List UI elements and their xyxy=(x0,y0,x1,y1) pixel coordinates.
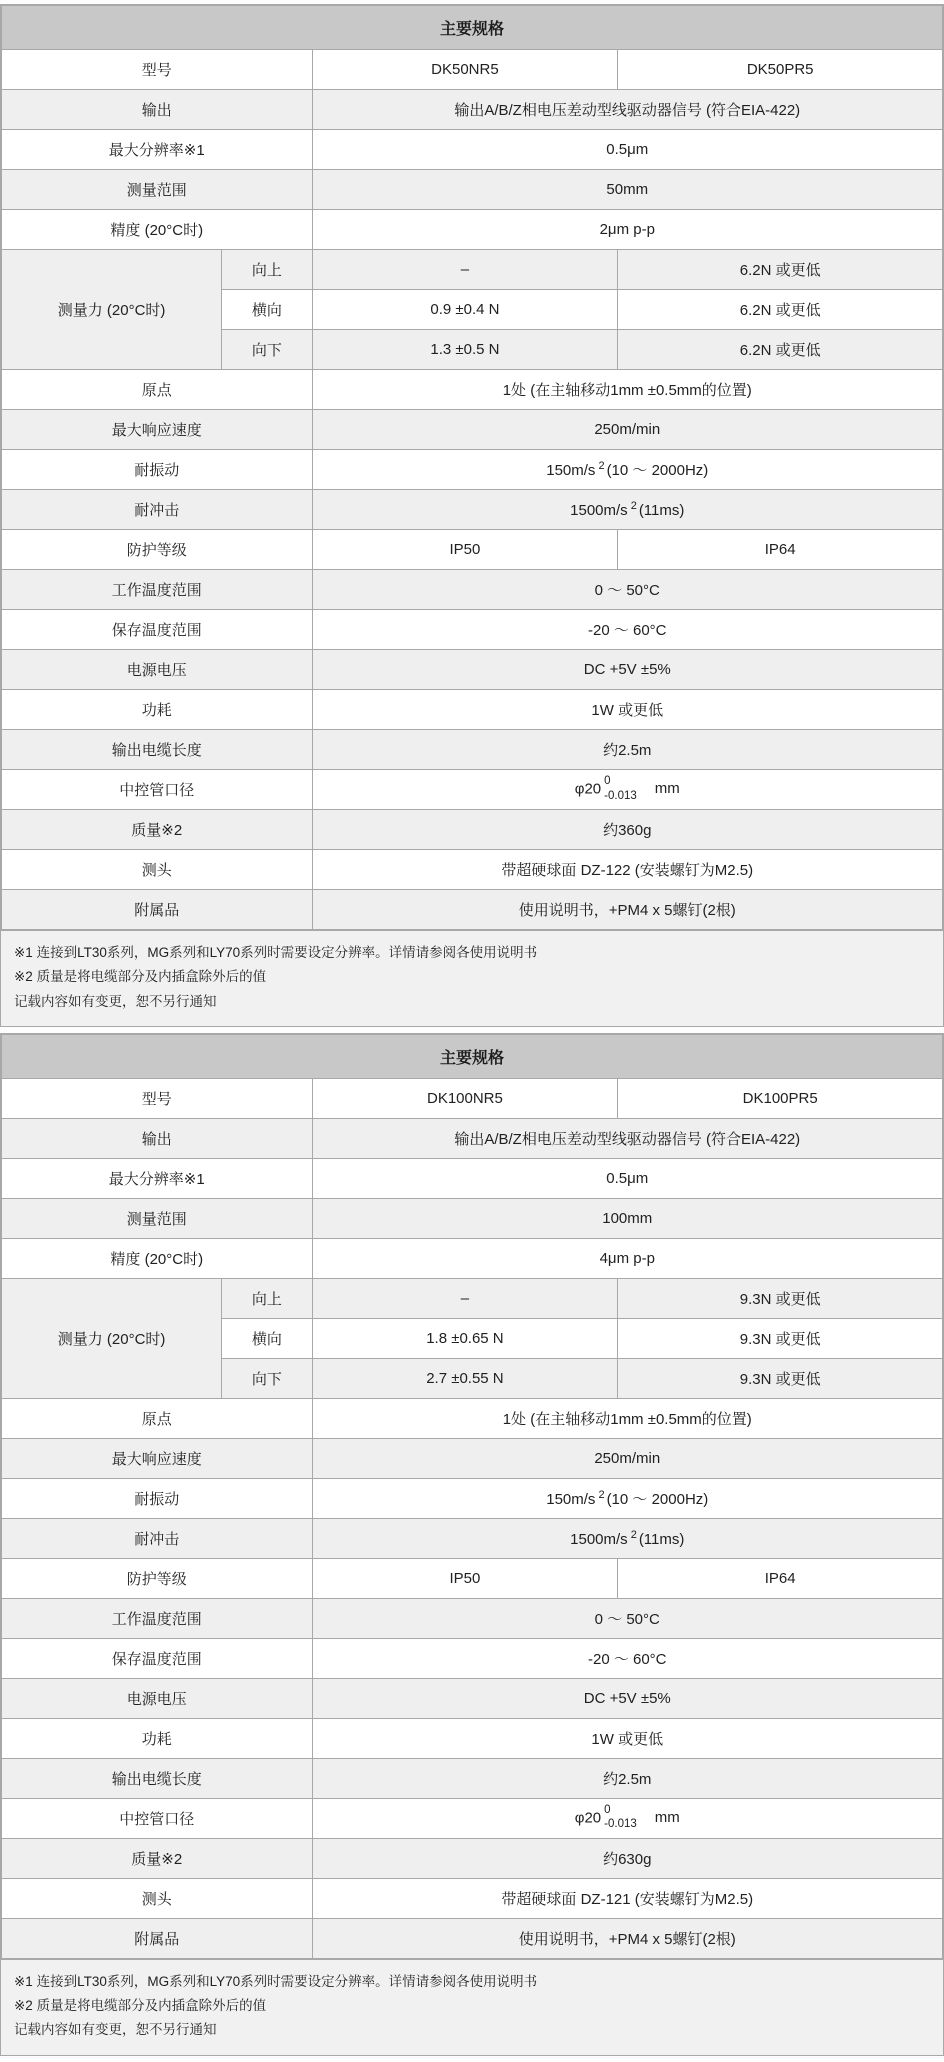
spec-value: – xyxy=(312,250,618,290)
spec-row xyxy=(2,90,943,130)
spec-table-body xyxy=(2,1078,943,1958)
spec-value: 0 ～ 50°C xyxy=(312,570,942,610)
spec-label: 保存温度范围 xyxy=(2,610,313,650)
spec-sublabel: 向上 xyxy=(222,1278,312,1318)
spec-row xyxy=(2,410,943,450)
spec-value: 9.3N 或更低 xyxy=(618,1358,943,1398)
spec-label: 精度 (20°C时) xyxy=(2,210,313,250)
spec-value: 100mm xyxy=(312,1198,942,1238)
spec-table-dk50 xyxy=(1,5,943,930)
spec-value: DC +5V ±5% xyxy=(312,650,942,690)
spec-table-block-dk100 xyxy=(0,1033,944,2056)
spec-label: 测头 xyxy=(2,1878,313,1918)
spec-label: 功耗 xyxy=(2,1718,313,1758)
spec-label: 最大响应速度 xyxy=(2,410,313,450)
tolerance-lower: -0.013 xyxy=(604,1818,637,1831)
spec-label: 电源电压 xyxy=(2,1678,313,1718)
spec-value xyxy=(312,770,942,810)
table-title-row xyxy=(2,6,943,50)
spec-sublabel: 向下 xyxy=(222,1358,312,1398)
spec-label: 防护等级 xyxy=(2,530,313,570)
table-title: 主要规格 xyxy=(2,6,943,50)
spec-row xyxy=(2,1638,943,1678)
spec-row xyxy=(2,810,943,850)
spec-row xyxy=(2,1678,943,1718)
spec-label: 耐冲击 xyxy=(2,1518,313,1558)
spec-value: -20 ～ 60°C xyxy=(312,1638,942,1678)
spec-value: 约2.5m xyxy=(312,1758,942,1798)
value-rest: (10 ～ 2000Hz) xyxy=(606,462,709,479)
spec-row xyxy=(2,1758,943,1798)
spec-row xyxy=(2,50,943,90)
spec-row xyxy=(2,1438,943,1478)
spec-value xyxy=(312,1478,942,1518)
spec-label: 输出 xyxy=(2,1118,313,1158)
spec-label: 防护等级 xyxy=(2,1558,313,1598)
spec-value: 9.3N 或更低 xyxy=(618,1278,943,1318)
spec-value: 带超硬球面 DZ-121 (安装螺钉为M2.5) xyxy=(312,1878,942,1918)
spec-value: 约630g xyxy=(312,1838,942,1878)
spec-value: DK50NR5 xyxy=(312,50,618,90)
spec-group-label: 测量力 (20°C时) xyxy=(2,250,222,370)
spec-sublabel: 横向 xyxy=(222,1318,312,1358)
spec-value: DK100PR5 xyxy=(618,1078,943,1118)
value-unit: mm xyxy=(654,780,680,798)
spec-value: DK50PR5 xyxy=(618,50,943,90)
spec-label: 附属品 xyxy=(2,1918,313,1958)
value-base: 150m/s xyxy=(546,462,596,479)
spec-label: 测量范围 xyxy=(2,170,313,210)
spec-value: -20 ～ 60°C xyxy=(312,610,942,650)
spec-row xyxy=(2,1478,943,1518)
spec-label: 输出 xyxy=(2,90,313,130)
spec-label: 输出电缆长度 xyxy=(2,1758,313,1798)
spec-label: 工作温度范围 xyxy=(2,570,313,610)
footnote-line: ※2 质量是将电缆部分及内插盒除外后的值 xyxy=(14,1998,267,2014)
footnote-line: ※1 连接到LT30系列，MG系列和LY70系列时需要设定分辨率。详情请参阅各使用说明书 xyxy=(14,1973,538,1989)
table-title-row xyxy=(2,1034,943,1078)
spec-value: 9.3N 或更低 xyxy=(618,1318,943,1358)
footnote-line: 记载内容如有变更，恕不另行通知 xyxy=(14,993,217,1009)
spec-label: 最大分辨率※1 xyxy=(2,130,313,170)
spec-row xyxy=(2,1598,943,1638)
spec-label: 电源电压 xyxy=(2,650,313,690)
spec-row xyxy=(2,490,943,530)
superscript: 2 xyxy=(598,460,605,472)
value-base: 150m/s xyxy=(546,1490,596,1508)
spec-label: 原点 xyxy=(2,1398,313,1438)
value-base: 1500m/s xyxy=(570,502,628,519)
spec-row xyxy=(2,610,943,650)
spec-label: 测头 xyxy=(2,850,313,890)
spec-value: 0.5μm xyxy=(312,1158,942,1198)
spec-row xyxy=(2,690,943,730)
spec-value: IP64 xyxy=(618,1558,943,1598)
spec-value: 2.7 ±0.55 N xyxy=(312,1358,618,1398)
value-rest: (10 ～ 2000Hz) xyxy=(606,1490,709,1508)
footnote-line: ※2 质量是将电缆部分及内插盒除外后的值 xyxy=(14,969,267,985)
value-unit: mm xyxy=(654,1809,680,1827)
spec-value: 0 ～ 50°C xyxy=(312,1598,942,1638)
spec-label: 最大分辨率※1 xyxy=(2,1158,313,1198)
spec-value: 6.2N 或更低 xyxy=(618,330,943,370)
spec-label: 精度 (20°C时) xyxy=(2,1238,313,1278)
spec-row xyxy=(2,1878,943,1918)
tolerance-stack xyxy=(604,1803,637,1832)
spec-value xyxy=(312,490,942,530)
spec-row xyxy=(2,770,943,810)
spec-label: 工作温度范围 xyxy=(2,1598,313,1638)
value-rest: (11ms) xyxy=(638,1530,685,1548)
spec-value: DK100NR5 xyxy=(312,1078,618,1118)
spec-label: 功耗 xyxy=(2,690,313,730)
spec-value: 0.5μm xyxy=(312,130,942,170)
spec-table-block-dk50 xyxy=(0,4,944,1027)
spec-sublabel: 向下 xyxy=(222,330,312,370)
spec-row xyxy=(2,170,943,210)
spec-value: 2μm p-p xyxy=(312,210,942,250)
spec-row xyxy=(2,250,943,290)
spec-row xyxy=(2,570,943,610)
spec-value: 1处 (在主轴移动1mm ±0.5mm的位置) xyxy=(312,370,942,410)
superscript: 2 xyxy=(630,1528,637,1541)
spec-value: 使用说明书，+PM4 x 5螺钉(2根) xyxy=(312,1918,942,1958)
spec-value xyxy=(312,450,942,490)
spec-label: 输出电缆长度 xyxy=(2,730,313,770)
spec-value: 6.2N 或更低 xyxy=(618,250,943,290)
spec-value: 1处 (在主轴移动1mm ±0.5mm的位置) xyxy=(312,1398,942,1438)
tolerance-upper: 0 xyxy=(604,1804,611,1817)
spec-label: 质量※2 xyxy=(2,1838,313,1878)
spec-row xyxy=(2,1918,943,1958)
footnotes-block xyxy=(1,930,943,1026)
spec-row xyxy=(2,1238,943,1278)
spec-row xyxy=(2,1198,943,1238)
spec-label: 型号 xyxy=(2,1078,313,1118)
tolerance-stack xyxy=(604,774,637,803)
spec-row xyxy=(2,210,943,250)
spec-value xyxy=(312,1798,942,1838)
spec-row xyxy=(2,1718,943,1758)
spec-row xyxy=(2,850,943,890)
spec-label: 保存温度范围 xyxy=(2,1638,313,1678)
spec-table-dk100 xyxy=(1,1034,943,1959)
spec-value: 约2.5m xyxy=(312,730,942,770)
spec-row xyxy=(2,1838,943,1878)
spec-row xyxy=(2,1558,943,1598)
value-base: φ20 xyxy=(574,780,602,798)
spec-row xyxy=(2,1158,943,1198)
spec-row xyxy=(2,370,943,410)
spec-value: 250m/min xyxy=(312,1438,942,1478)
spec-label: 附属品 xyxy=(2,890,313,930)
spec-value xyxy=(312,1518,942,1558)
spec-value: IP64 xyxy=(618,530,943,570)
spec-value: 带超硬球面 DZ-122 (安装螺钉为M2.5) xyxy=(312,850,942,890)
spec-value: 0.9 ±0.4 N xyxy=(312,290,618,330)
spec-row xyxy=(2,450,943,490)
spec-group-label: 测量力 (20°C时) xyxy=(2,1278,222,1398)
spec-value: 50mm xyxy=(312,170,942,210)
spec-row xyxy=(2,130,943,170)
spec-value: IP50 xyxy=(312,530,618,570)
spec-sublabel: 横向 xyxy=(222,290,312,330)
spec-table-body xyxy=(2,50,943,930)
table-title: 主要规格 xyxy=(2,1034,943,1078)
value-base: φ20 xyxy=(574,1809,602,1827)
spec-value: 6.2N 或更低 xyxy=(618,290,943,330)
spec-row xyxy=(2,530,943,570)
spec-value: 使用说明书，+PM4 x 5螺钉(2根) xyxy=(312,890,942,930)
spec-row xyxy=(2,730,943,770)
spec-value: 1.3 ±0.5 N xyxy=(312,330,618,370)
spec-label: 原点 xyxy=(2,370,313,410)
spec-row xyxy=(2,1078,943,1118)
spec-label: 中控管口径 xyxy=(2,1798,313,1838)
spec-value: 1.8 ±0.65 N xyxy=(312,1318,618,1358)
spec-value: 输出A/B/Z相电压差动型线驱动器信号 (符合EIA-422) xyxy=(312,1118,942,1158)
footnote-line: 记载内容如有变更，恕不另行通知 xyxy=(14,2022,217,2038)
spec-row xyxy=(2,890,943,930)
spec-label: 质量※2 xyxy=(2,810,313,850)
spec-row xyxy=(2,1518,943,1558)
value-rest: (11ms) xyxy=(638,502,685,519)
footnote-line: ※1 连接到LT30系列，MG系列和LY70系列时需要设定分辨率。详情请参阅各使用说明书 xyxy=(14,945,538,960)
superscript: 2 xyxy=(630,500,637,512)
tolerance-lower: -0.013 xyxy=(604,789,637,802)
spec-label: 最大响应速度 xyxy=(2,1438,313,1478)
spec-value: 4μm p-p xyxy=(312,1238,942,1278)
spec-value: 250m/min xyxy=(312,410,942,450)
spec-value: – xyxy=(312,1278,618,1318)
value-base: 1500m/s xyxy=(570,1530,628,1548)
spec-row xyxy=(2,650,943,690)
footnotes-block xyxy=(1,1959,943,2055)
superscript: 2 xyxy=(598,1488,605,1501)
spec-row xyxy=(2,1118,943,1158)
spec-label: 耐振动 xyxy=(2,1478,313,1518)
spec-value: 输出A/B/Z相电压差动型线驱动器信号 (符合EIA-422) xyxy=(312,90,942,130)
spec-row xyxy=(2,1798,943,1838)
spec-label: 耐振动 xyxy=(2,450,313,490)
spec-label: 耐冲击 xyxy=(2,490,313,530)
spec-sublabel: 向上 xyxy=(222,250,312,290)
spec-value: 1W 或更低 xyxy=(312,690,942,730)
spec-label: 中控管口径 xyxy=(2,770,313,810)
spec-row xyxy=(2,1278,943,1318)
spec-value: DC +5V ±5% xyxy=(312,1678,942,1718)
spec-value: 1W 或更低 xyxy=(312,1718,942,1758)
tolerance-upper: 0 xyxy=(604,775,611,788)
spec-label: 测量范围 xyxy=(2,1198,313,1238)
spec-value: 约360g xyxy=(312,810,942,850)
spec-row xyxy=(2,1398,943,1438)
spec-label: 型号 xyxy=(2,50,313,90)
spec-value: IP50 xyxy=(312,1558,618,1598)
